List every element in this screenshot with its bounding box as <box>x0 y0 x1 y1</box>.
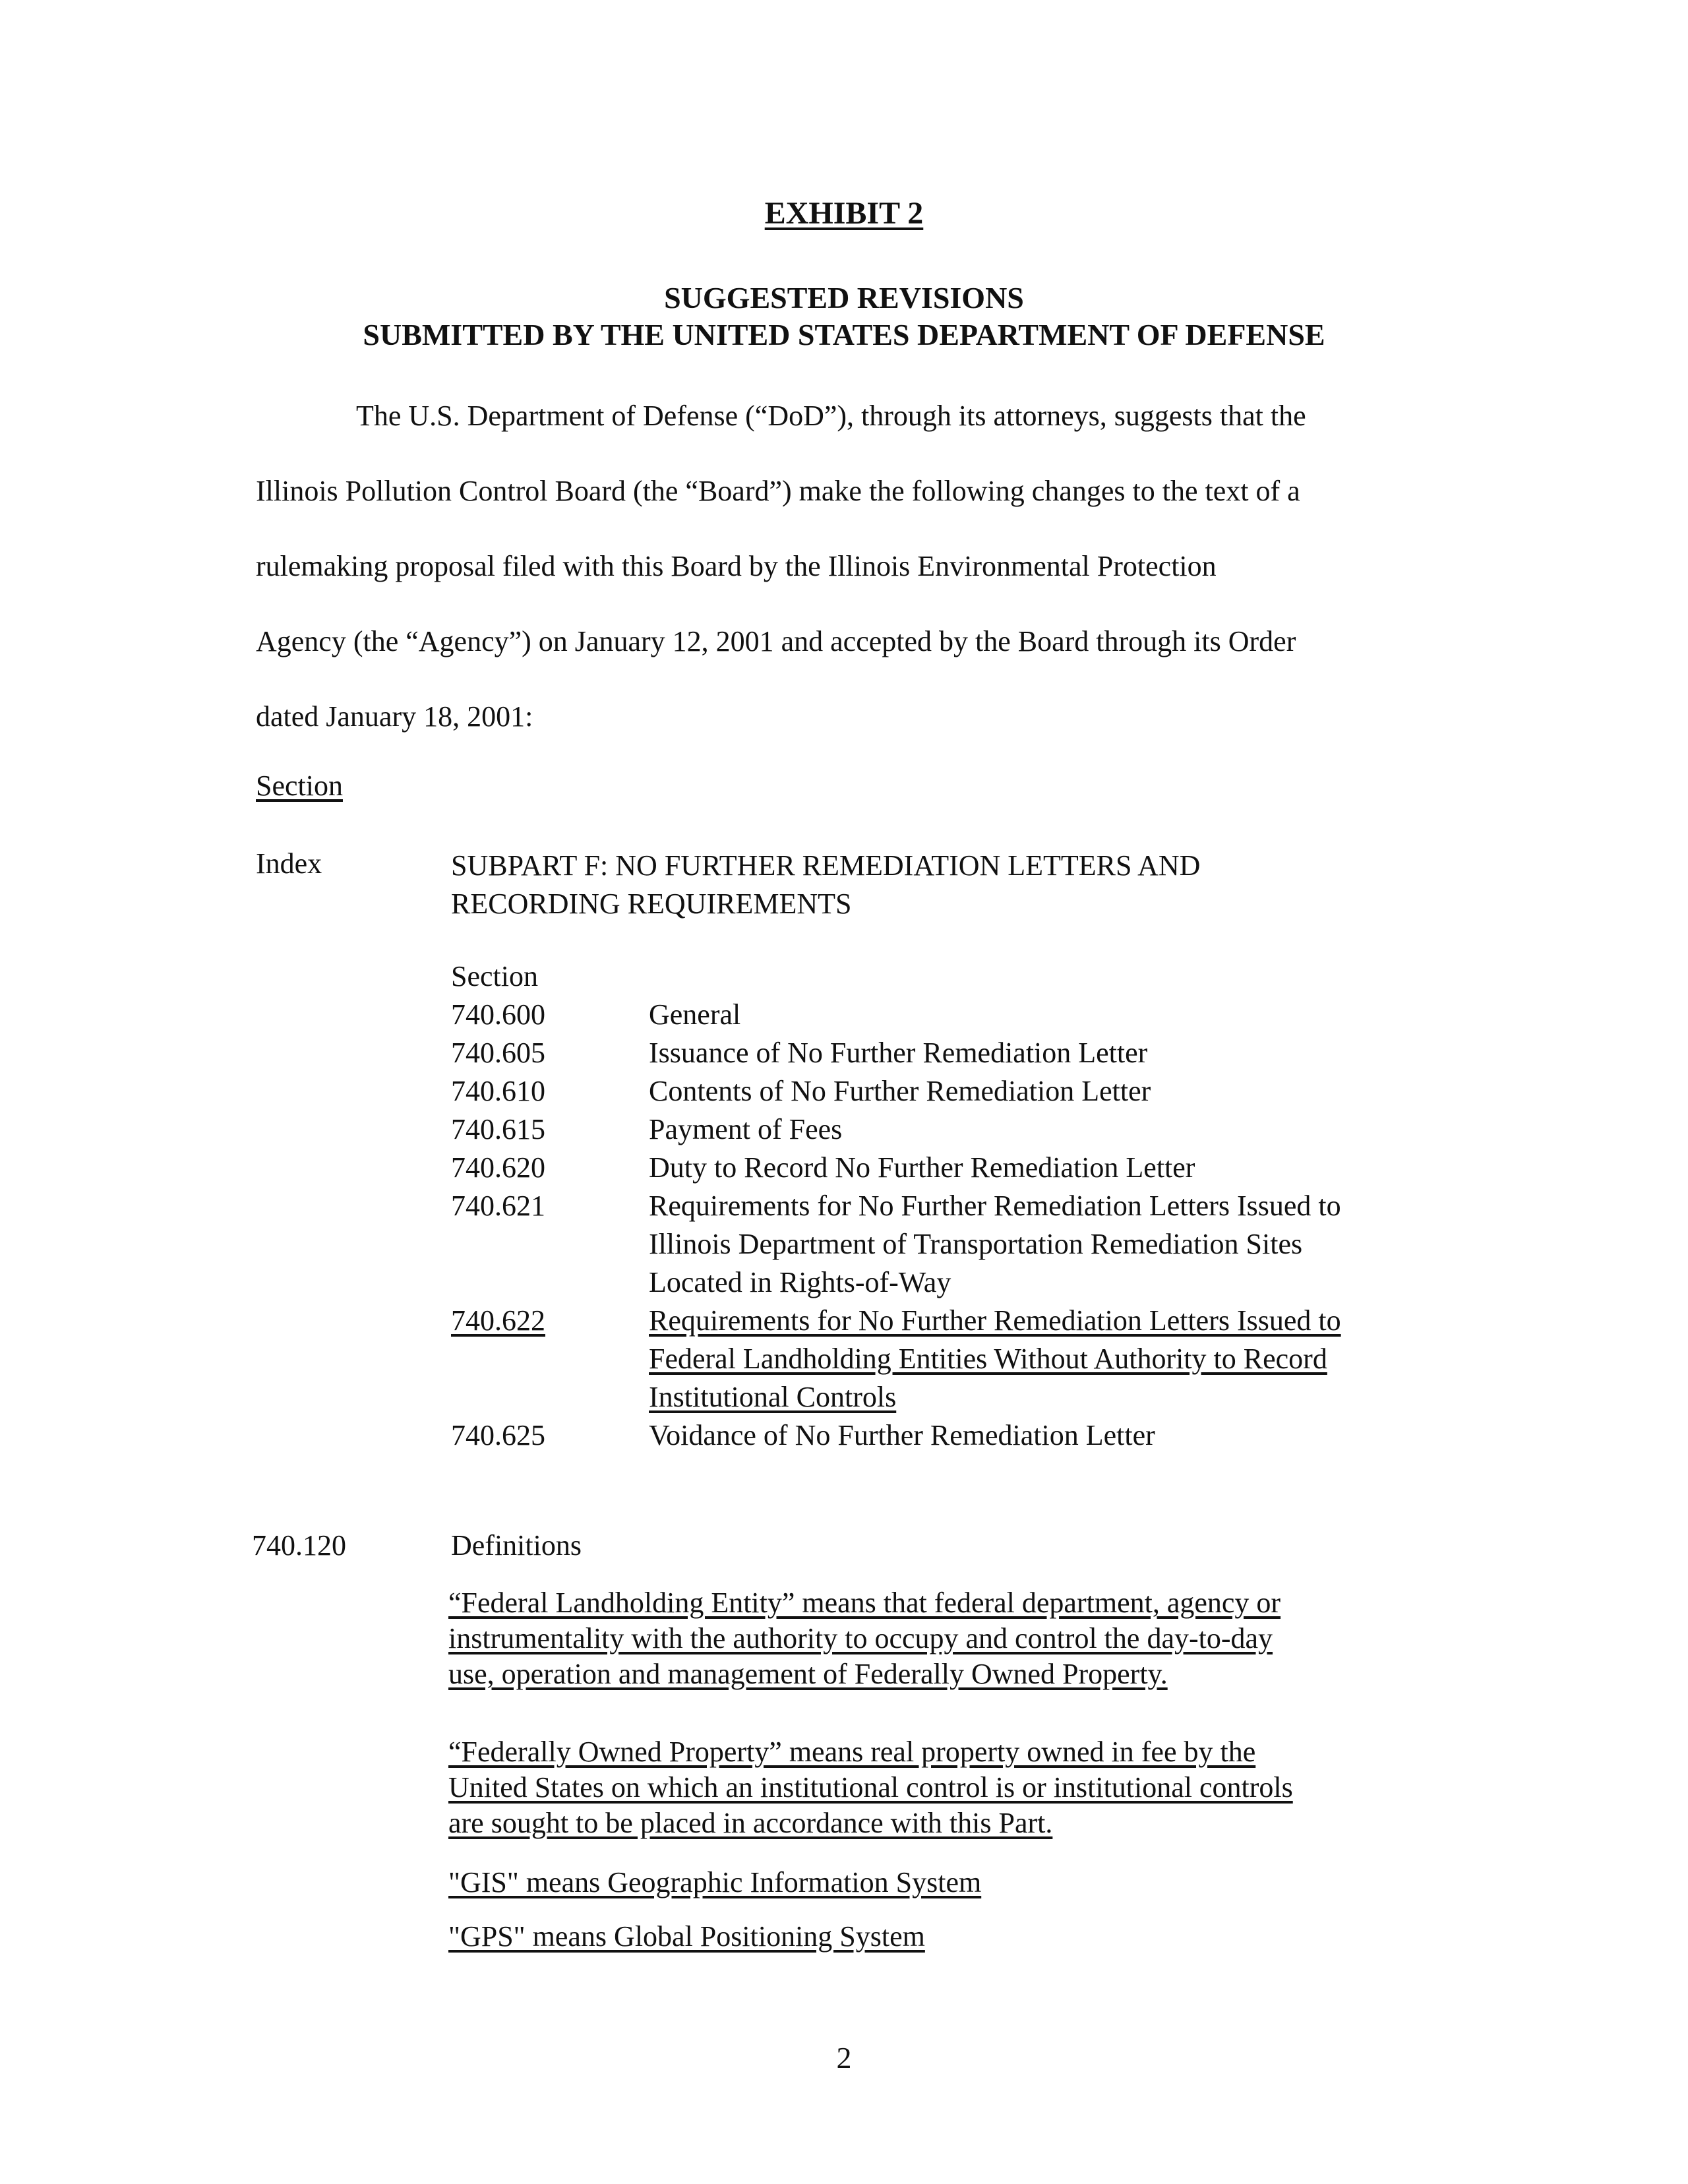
definition-line: are sought to be placed in accordance with this Part. <box>448 1807 1053 1839</box>
exhibit-title: EXHIBIT 2 <box>764 196 924 231</box>
toc-section-number: 740.600 <box>451 998 545 1031</box>
definitions-title: Definitions <box>451 1529 582 1562</box>
toc-title-line: Located in Rights-of-Way <box>649 1266 951 1298</box>
definition-federally-owned-property <box>448 1734 1451 1841</box>
intro-line: Illinois Pollution Control Board (the “Board”) make the following changes to the text of a <box>256 475 1300 507</box>
intro-line: rulemaking proposal filed with this Board by the Illinois Environmental Protection <box>256 550 1217 582</box>
section-label: Section <box>256 770 343 802</box>
definition-line: United States on which an institutional control is or institutional controls <box>448 1771 1293 1804</box>
toc-row <box>451 1416 1440 1455</box>
page-number: 2 <box>836 2041 852 2075</box>
toc-section-title: Contents of No Further Remediation Letter <box>649 1075 1151 1107</box>
toc-row <box>451 1149 1440 1187</box>
toc-row <box>451 996 1440 1034</box>
toc-title-line: Illinois Department of Transportation Remediation Sites <box>649 1228 1303 1260</box>
intro-line: dated January 18, 2001: <box>256 700 533 733</box>
toc-section-title <box>649 1302 1440 1416</box>
toc-section-title: Payment of Fees <box>649 1113 843 1145</box>
toc-section-number: 740.622 <box>451 1304 545 1337</box>
subpart-line: RECORDING REQUIREMENTS <box>451 888 852 920</box>
heading-suggested-revisions: SUGGESTED REVISIONS <box>664 281 1024 315</box>
definition-line: use, operation and management of Federally Owned Property. <box>448 1658 1168 1690</box>
toc-title-line: Federal Landholding Entities Without Authority to Record <box>649 1343 1327 1375</box>
definition-federal-landholding-entity <box>448 1585 1451 1692</box>
toc-header: Section <box>451 960 538 992</box>
toc-section-title: Duty to Record No Further Remediation Letter <box>649 1151 1195 1184</box>
toc-section-number: 740.620 <box>451 1151 545 1184</box>
subpart-line: SUBPART F: NO FURTHER REMEDIATION LETTERS AND <box>451 849 1201 882</box>
toc-section-title: Issuance of No Further Remediation Letter <box>649 1037 1148 1069</box>
toc-title-line: Requirements for No Further Remediation Letters Issued to <box>649 1190 1341 1222</box>
toc-row <box>451 1187 1440 1302</box>
intro-paragraph <box>256 379 1456 754</box>
toc-section-number: 740.625 <box>451 1419 545 1451</box>
toc-row <box>451 1034 1440 1072</box>
definitions-section-number: 740.120 <box>252 1529 346 1562</box>
toc-section-number: 740.605 <box>451 1037 545 1069</box>
definition-line: instrumentality with the authority to occupy and control the day-to-day <box>448 1622 1273 1654</box>
toc-row <box>451 1072 1440 1110</box>
toc-section-number: 740.610 <box>451 1075 545 1107</box>
index-label: Index <box>256 847 322 880</box>
intro-line: Agency (the “Agency”) on January 12, 2001 and accepted by the Board through its Order <box>256 625 1296 657</box>
heading-submitted-by: SUBMITTED BY THE UNITED STATES DEPARTMENT OF DEFENSE <box>363 318 1325 351</box>
toc-title-line: Institutional Controls <box>649 1381 897 1413</box>
definition-gis: "GIS" means Geographic Information System <box>448 1866 982 1898</box>
toc-section-title: General <box>649 998 741 1031</box>
toc-section-title <box>649 1187 1440 1302</box>
toc-section-title: Voidance of No Further Remediation Letter <box>649 1419 1155 1451</box>
toc-title-line: Requirements for No Further Remediation Letters Issued to <box>649 1304 1341 1337</box>
toc-section-number: 740.615 <box>451 1113 545 1145</box>
section-index-table <box>451 957 1440 1455</box>
toc-row-added <box>451 1302 1440 1416</box>
toc-section-number: 740.621 <box>451 1190 545 1222</box>
subpart-heading <box>451 847 1407 923</box>
definition-line: “Federal Landholding Entity” means that federal department, agency or <box>448 1587 1281 1619</box>
toc-row <box>451 1110 1440 1149</box>
definition-line: “Federally Owned Property” means real property owned in fee by the <box>448 1736 1256 1768</box>
definition-gps: "GPS" means Global Positioning System <box>448 1920 925 1953</box>
intro-line: The U.S. Department of Defense (“DoD”), through its attorneys, suggests that the <box>356 400 1306 432</box>
